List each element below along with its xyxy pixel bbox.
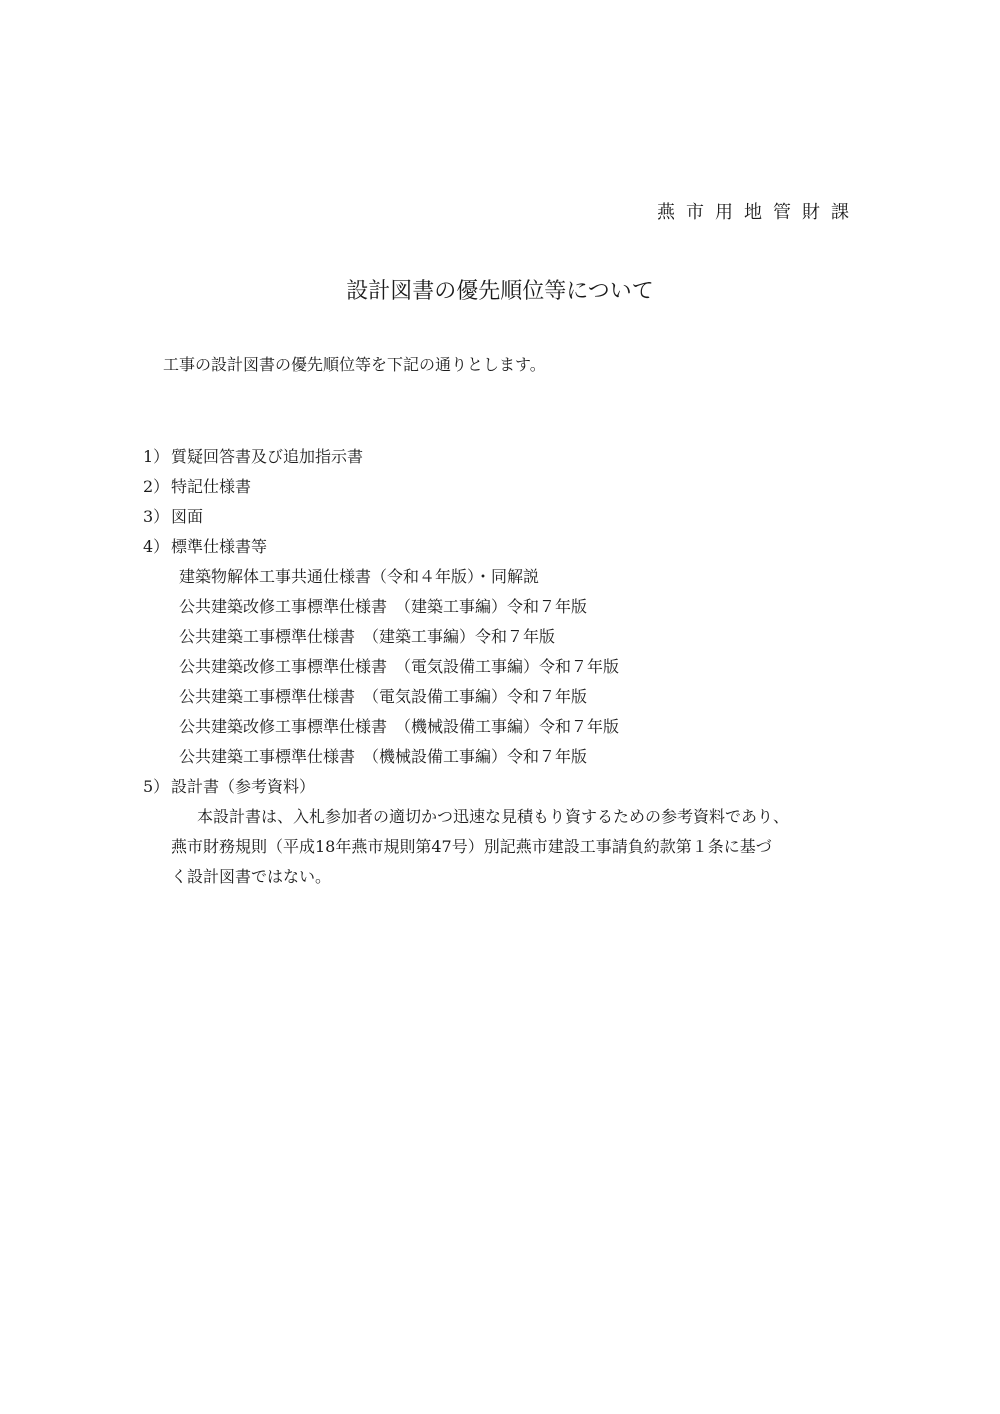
standard-spec-item: 公共建築工事標準仕様書 （建築工事編）令和７年版: [179, 627, 556, 646]
list-item: [143, 442, 863, 472]
item-label: 図面: [171, 507, 204, 526]
list-item: [143, 502, 863, 532]
standard-spec-item: 公共建築工事標準仕様書 （機械設備工事編）令和７年版: [179, 747, 588, 766]
priority-list: [143, 442, 863, 892]
standard-spec-item: 公共建築改修工事標準仕様書 （建築工事編）令和７年版: [179, 597, 588, 616]
item-number: 1）: [143, 447, 170, 466]
intro-text: 工事の設計図書の優先順位等を下記の通りとします。: [163, 355, 546, 374]
list-item: [143, 532, 863, 562]
standard-spec-item: 公共建築工事標準仕様書 （電気設備工事編）令和７年版: [179, 687, 588, 706]
standard-spec-item: 公共建築改修工事標準仕様書 （機械設備工事編）令和７年版: [179, 717, 620, 736]
design-note-line: 本設計書は、入札参加者の適切かつ迅速な見積もり資するための参考資料であり、: [197, 807, 790, 826]
department-name: 燕市用地管財課: [657, 202, 860, 223]
item-number: 4）: [143, 537, 170, 556]
item-label: 設計書（参考資料）: [171, 777, 316, 796]
list-item: [143, 772, 863, 802]
item-label: 特記仕様書: [171, 477, 252, 496]
document-title: 設計図書の優先順位等について: [346, 279, 654, 304]
item-number: 2）: [143, 477, 170, 496]
item-label: 質疑回答書及び追加指示書: [171, 447, 364, 466]
item-number: 3）: [143, 507, 170, 526]
item-label: 標準仕様書等: [171, 537, 268, 556]
item-number: 5）: [143, 777, 170, 796]
standard-spec-item: 建築物解体工事共通仕様書（令和４年版）・同解説: [179, 567, 540, 586]
standard-spec-item: 公共建築改修工事標準仕様書 （電気設備工事編）令和７年版: [179, 657, 620, 676]
design-note-line: く設計図書ではない。: [171, 867, 332, 886]
list-item: [143, 472, 863, 502]
design-note-line: 燕市財務規則（平成18年燕市規則第47号）別記燕市建設工事請負約款第１条に基づ: [171, 837, 772, 856]
